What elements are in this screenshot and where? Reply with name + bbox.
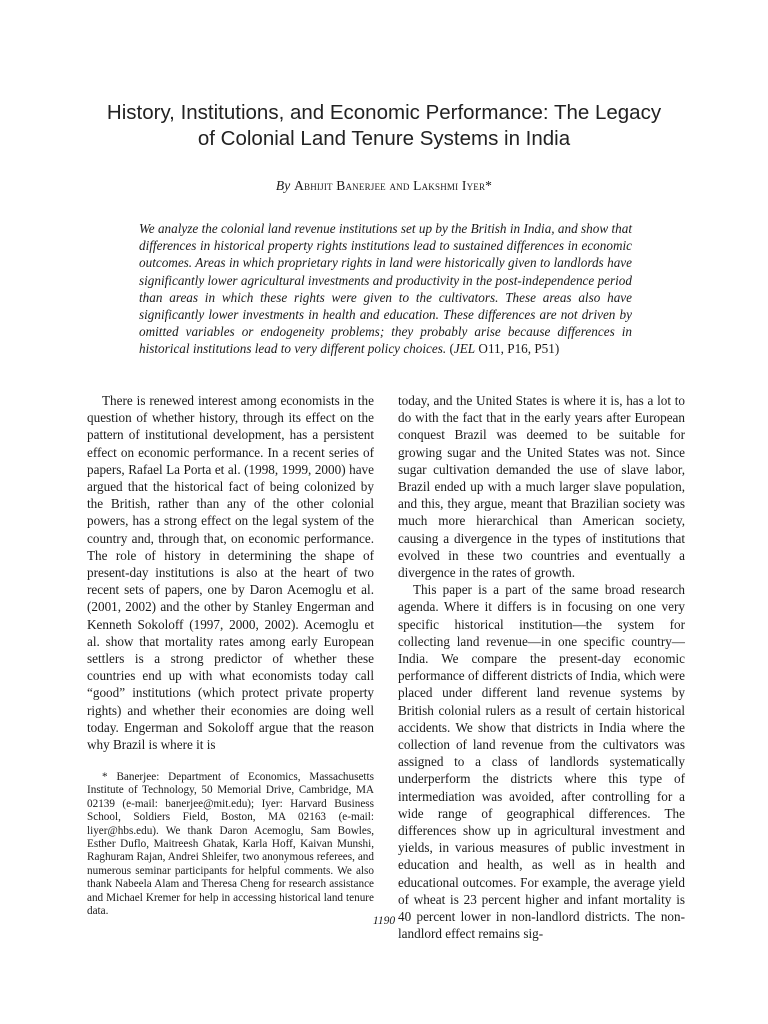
paper-title [60,100,708,152]
jel-label: JEL [453,341,476,357]
title-line-2: of Colonial Land Tenure Systems in India [197,127,571,150]
abstract-text: We analyze the colonial land revenue institutions set up by the British in India, and show that differences in historical property rights institutions lead to sustained differences in economic outcomes. Areas in which proprietary rights in land were historically given to landlords have significantly lower agricultural investments and productivity in the post-independence period than areas in which these rights were given to the cultivators. These areas also have significantly lower investments in health and education. These differences are not driven by omitted variables or endogeneity problems; they probably arise because differences in historical institutions lead to very different policy choices. [139,221,632,357]
abstract [139,220,632,358]
author-byline [0,178,768,194]
body-paragraph: There is renewed interest among economists in the question of whether history, through its effect on the pattern of institutional development, has a persistent effect on economic performance. In a recent series of papers, Rafael La Porta et al. (1998, 1999, 2000) have argued that the historical fact of being colonized by the British, rather than any of the other colonial powers, has a strong effect on the legal system of the country and, through that, on economic performance. The role of history in determining the shape of present-day institutions is also at the heart of two recent sets of papers, one by Daron Acemoglu et al. (2001, 2002) and the other by Stanley Engerman and Kenneth Sokoloff (1997, 2000, 2002). Acemoglu et al. show that mortality rates among early European settlers is a strong predictor of whether these countries end up with what economists today call “good” institutions (which protect private property rights) and whether their economies are doing well today. Engerman and Sokoloff argue that the reason why Brazil is where it is [87,393,374,753]
body-column-left [87,392,374,753]
jel-codes [449,341,559,356]
body-column-right [398,392,685,943]
byline-by: By [275,178,291,193]
jel-code-list: O11, P16, P51) [475,341,560,357]
jel-open: ( [449,341,454,357]
author-1: Abhijit Banerjee [294,178,386,193]
byline-and: and [389,178,410,193]
author-footnote: * Banerjee: Department of Economics, Massachusetts Institute of Technology, 50 Memorial Drive, Cambridge, MA 02139 (e-mail: banerjee@mit.edu); Iyer: Harvard Business School, Soldiers Field, Boston, MA 02163 (e-mail: liyer@hbs.edu). We thank Daron Acemoglu, Sam Bowles, Esther Duflo, Maitreesh Ghatak, Karla Hoff, Kaivan Munshi, Raghuram Rajan, Andrei Shleifer, two anonymous referees, and numerous seminar participants for helpful comments. We also thank Nabeela Alam and Theresa Cheng for research assistance and Michael Kremer for help in accessing historical land tenure data. [87,771,374,918]
title-line-1: History, Institutions, and Economic Performance: The Legacy [106,101,662,124]
body-paragraph: today, and the United States is where it is, has a lot to do with the fact that in the early years after European conquest Brazil was deemed to be suitable for growing sugar and the United States was not. Since sugar cultivation demanded the use of slave labor, Brazil ended up with a much larger slave population, and this, they argue, meant that Brazilian society was much more hierarchical than American society, causing a divergence in the types of institutions that evolved in these two countries and eventually a divergence in the rates of growth. [398,393,685,581]
body-paragraph: This paper is a part of the same broad research agenda. Where it differs is in focusing on one very specific historical institution—the system for collecting land revenue—in one specific country—India. We compare the present-day economic performance of different districts of India, which were placed under different land revenue systems by British colonial rulers as a result of certain historical accidents. We show that districts in India where the collection of land revenue from the cultivators was assigned to a class of landlords systematically underperform the districts where this type of intermediation was avoided, after controlling for a wide range of geographical differences. The differences show up in agricultural investment and yields, in various measures of public investment in education and health, as well as in health and educational outcomes. For example, the average yield of wheat is 23 percent higher and infant mortality is 40 percent lower in non-landlord districts. The non-landlord effect remains sig- [398,582,685,942]
page-number: 1190 [372,915,396,927]
author-2: Lakshmi Iyer* [413,178,493,193]
